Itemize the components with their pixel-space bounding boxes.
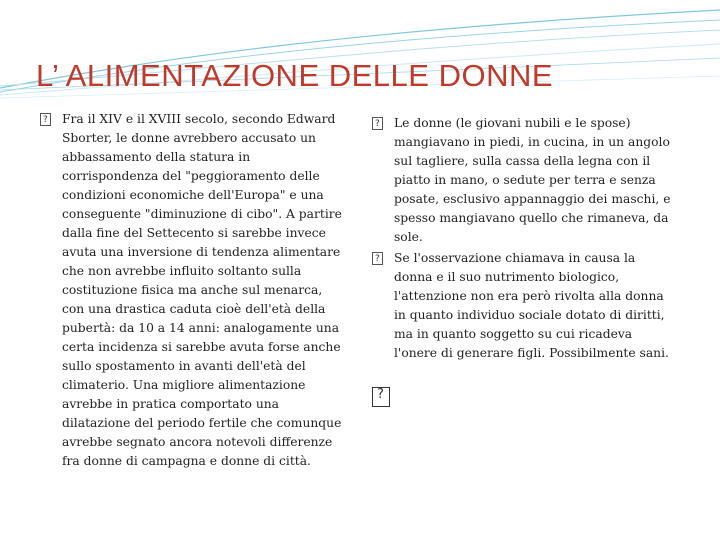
empty-bullet-icon bbox=[372, 387, 390, 407]
bullet-icon bbox=[372, 252, 383, 265]
right-paragraph-2: Se l'osservazione chiamava in causa la donna e il suo nutrimento biologico, l'attenzione non era però rivolta alla donna in quanto individuo sociale dotato di diritti, ma in quanto soggetto su cui ricadeva l'onere di generare figli. Possibilmente sani. bbox=[394, 251, 669, 360]
page-title: L’ ALIMENTAZIONE DELLE DONNE bbox=[36, 58, 554, 93]
list-item bbox=[372, 114, 672, 247]
bullet-icon bbox=[372, 117, 383, 130]
right-paragraph-1: Le donne (le giovani nubili e le spose) mangiavano in piedi, in cucina, in un angolo sul tagliere, sulla cassa della legna con il piatto in mano, o sedute per terra e senza posate, esclusivo appannaggio dei maschi, e spesso mangiavano quello che rimaneva, da sole. bbox=[394, 116, 671, 244]
bullet-icon bbox=[40, 113, 51, 126]
left-paragraph: Fra il XIV e il XVIII secolo, secondo Edward Sborter, le donne avrebbero accusato un abbassamento della statura in corrispondenza del "peggioramento delle condizioni economiche dell'Europa" e una conseguente "diminuzione di cibo". A partire dalla fine del Settecento si sarebbe invece avuta una inversione di tendenza alimentare che non avrebbe influito soltanto sulla costituzione fisica ma anche sul menarca, con una drastica caduta cioè dell'età della pubertà: da 10 a 14 anni: analogamente una certa incidenza si sarebbe avuta forse anche sullo spostamento in avanti dell'età del climaterio. Una migliore alimentazione avrebbe in pratica comportato una dilatazione del periodo fertile che comunque avrebbe segnato ancora notevoli differenze fra donne di campagna e donne di città. bbox=[62, 112, 342, 468]
list-item bbox=[40, 110, 345, 471]
left-column bbox=[40, 110, 345, 473]
right-column bbox=[372, 114, 672, 365]
list-item bbox=[372, 249, 672, 363]
